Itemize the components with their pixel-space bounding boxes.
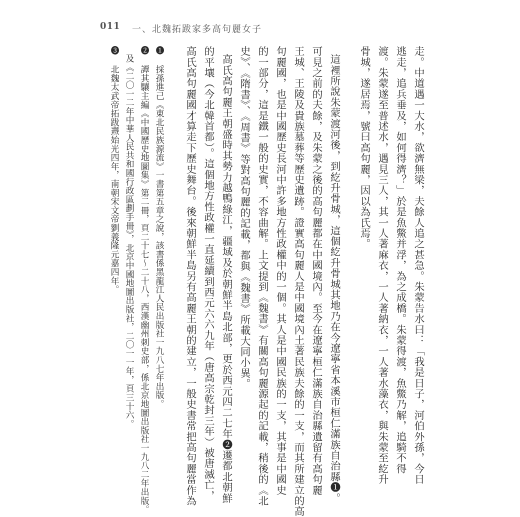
body-line: 史》、《隋書》、《周書》等對高句麗的記載，都與《魏書》所載大同小異。 bbox=[238, 46, 250, 390]
footnote: ❷ 譚其驤主編《中國歷史地圖集》第二冊，頁二十七～二十八，西漢幽州刺史部，係北京地圖出版社一九八二年出版。 bbox=[139, 46, 149, 514]
body-line: 的平壤（今北韓首都）。這個地方性政權一直延續到西元六六九年（唐高宗乾封三年）被唐滅亡， bbox=[202, 46, 214, 501]
body-line: 骨城，遂居焉，號曰高句麗，因以為氏焉。 bbox=[358, 46, 370, 250]
footnote: 及《二〇一二年中華人民共和國行政區劃手冊》，北京中國地圖出版社，二〇一一年，頁三十六。 bbox=[124, 54, 134, 429]
body-line: 這裡所說朱蒙渡河後，到紇升骨城，這個紇升骨城其地乃在今遼寧省本溪市桓仁滿族自治縣❶。 bbox=[328, 54, 340, 504]
body-line: 走。中道遇一大水，欲濟無梁，夫餘人追之甚急。朱蒙告水曰：「我是日子，河伯外孫，今日 bbox=[412, 46, 424, 485]
body-line: 王城、王陵及貴族墓葬等歷史遺跡。證實高句麗人是中國境內土著民族夫餘的一支，而其所建立的高 bbox=[292, 46, 304, 517]
body-line: 句麗國，也是中國歷史長河中許多地方性政權中的一個。其人是中國民族的一支，其事是中國史 bbox=[274, 46, 286, 496]
body-line: 高氏高句麗國才算走下歷史舞台。後來朝鮮半島另有高麗王朝的建立，一般史書常把高句麗當作為 bbox=[184, 46, 196, 507]
body-line: 可見之前的夫餘，及朱蒙之後的高句麗都在中國境內。至今在遼寧桓仁滿族自治縣遺留有高句麗 bbox=[310, 46, 322, 496]
body-line: 逃走，追兵垂及，如何得濟？」於是魚鱉并浮，為之成橋。朱蒙得渡，魚鱉乃解，追騎不得 bbox=[394, 46, 406, 474]
running-header bbox=[100, 22, 420, 38]
body-line: 渡。朱蒙遂至普述水，遇見三人，其一人著麻衣，一人著納衣，一人著水藻衣，與朱蒙至紇升 bbox=[376, 46, 388, 485]
footnote: ❶ 採孫進己《東北民族源流》一書第五章之說，該書係黑龍江人民出版社一九八七年出版。 bbox=[154, 46, 164, 409]
body-line: 的一部分，這是鐵一般的史實，不容曲解。上文提到《魏書》有關高句麗源起的記載，稍後的《北 bbox=[256, 46, 268, 507]
body-line: 高氏高句麗王朝盛時其勢力越鴨綠江，疆域及於朝鮮半島北部，更於西元四二七年❷遷都北朝鮮 bbox=[220, 54, 232, 504]
page-number: 011 bbox=[100, 22, 121, 32]
footnote: ❸ 北魏太武帝拓跋燾始光四年，南朝宋文帝劉義隆元嘉四年。 bbox=[109, 46, 119, 294]
running-title: 一、北魏拓跋家多高句麗女子 bbox=[132, 25, 263, 35]
